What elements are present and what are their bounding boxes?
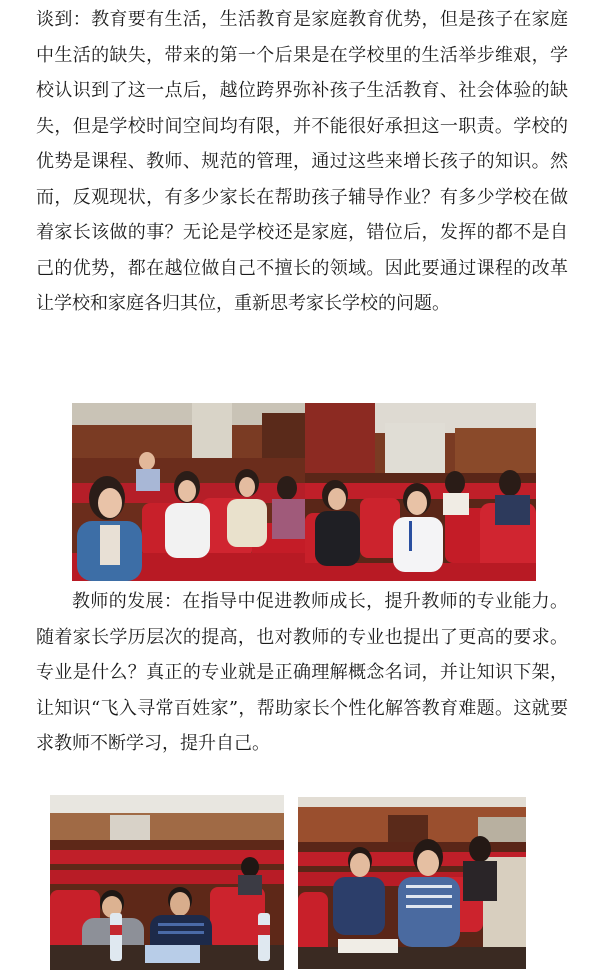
auditorium-photo-women-seated — [72, 403, 305, 581]
auditorium-photo-participants-listening — [305, 403, 536, 581]
paragraph-text: 谈到：教育要有生活，生活教育是家庭教育优势，但是孩子在家庭中生活的缺失，带来的第一个后果是在学校里的生活举步维艰，学校认识到了这一点后，越位跨界弥补孩子生活教育、社会体验的缺失，但是学校时间空间均有限，并不能很好承担这一职责。学校的优势是课程、教师、规范的管理，通过这些来增长孩子的知识。然而，反观现状，有多少家长在帮助孩子辅导作业？有多少学校在做着家长该做的事？无论是学校还是家庭，错位后，发挥的都不是自己的优势，都在越位做自己不擅长的领域。因此要通过课程的改革让学校和家庭各归其位，重新思考家长学校的问题。 — [36, 9, 568, 314]
paragraph-text: 教师的发展：在指导中促进教师成长，提升教师的专业能力。随着家长学历层次的提高，也对教师的专业也提出了更高的要求。专业是什么？真正的专业就是正确理解概念名词，并让知识下架，让知识“飞入寻常百姓家”，帮助家长个性化解答教育难题。这就要求教师不断学习，提升自己。 — [36, 591, 568, 754]
auditorium-photo-men-front-row — [50, 795, 284, 970]
body-paragraph-1 — [36, 2, 568, 322]
auditorium-photo-women-taking-notes — [298, 797, 526, 969]
body-paragraph-2 — [36, 584, 568, 762]
